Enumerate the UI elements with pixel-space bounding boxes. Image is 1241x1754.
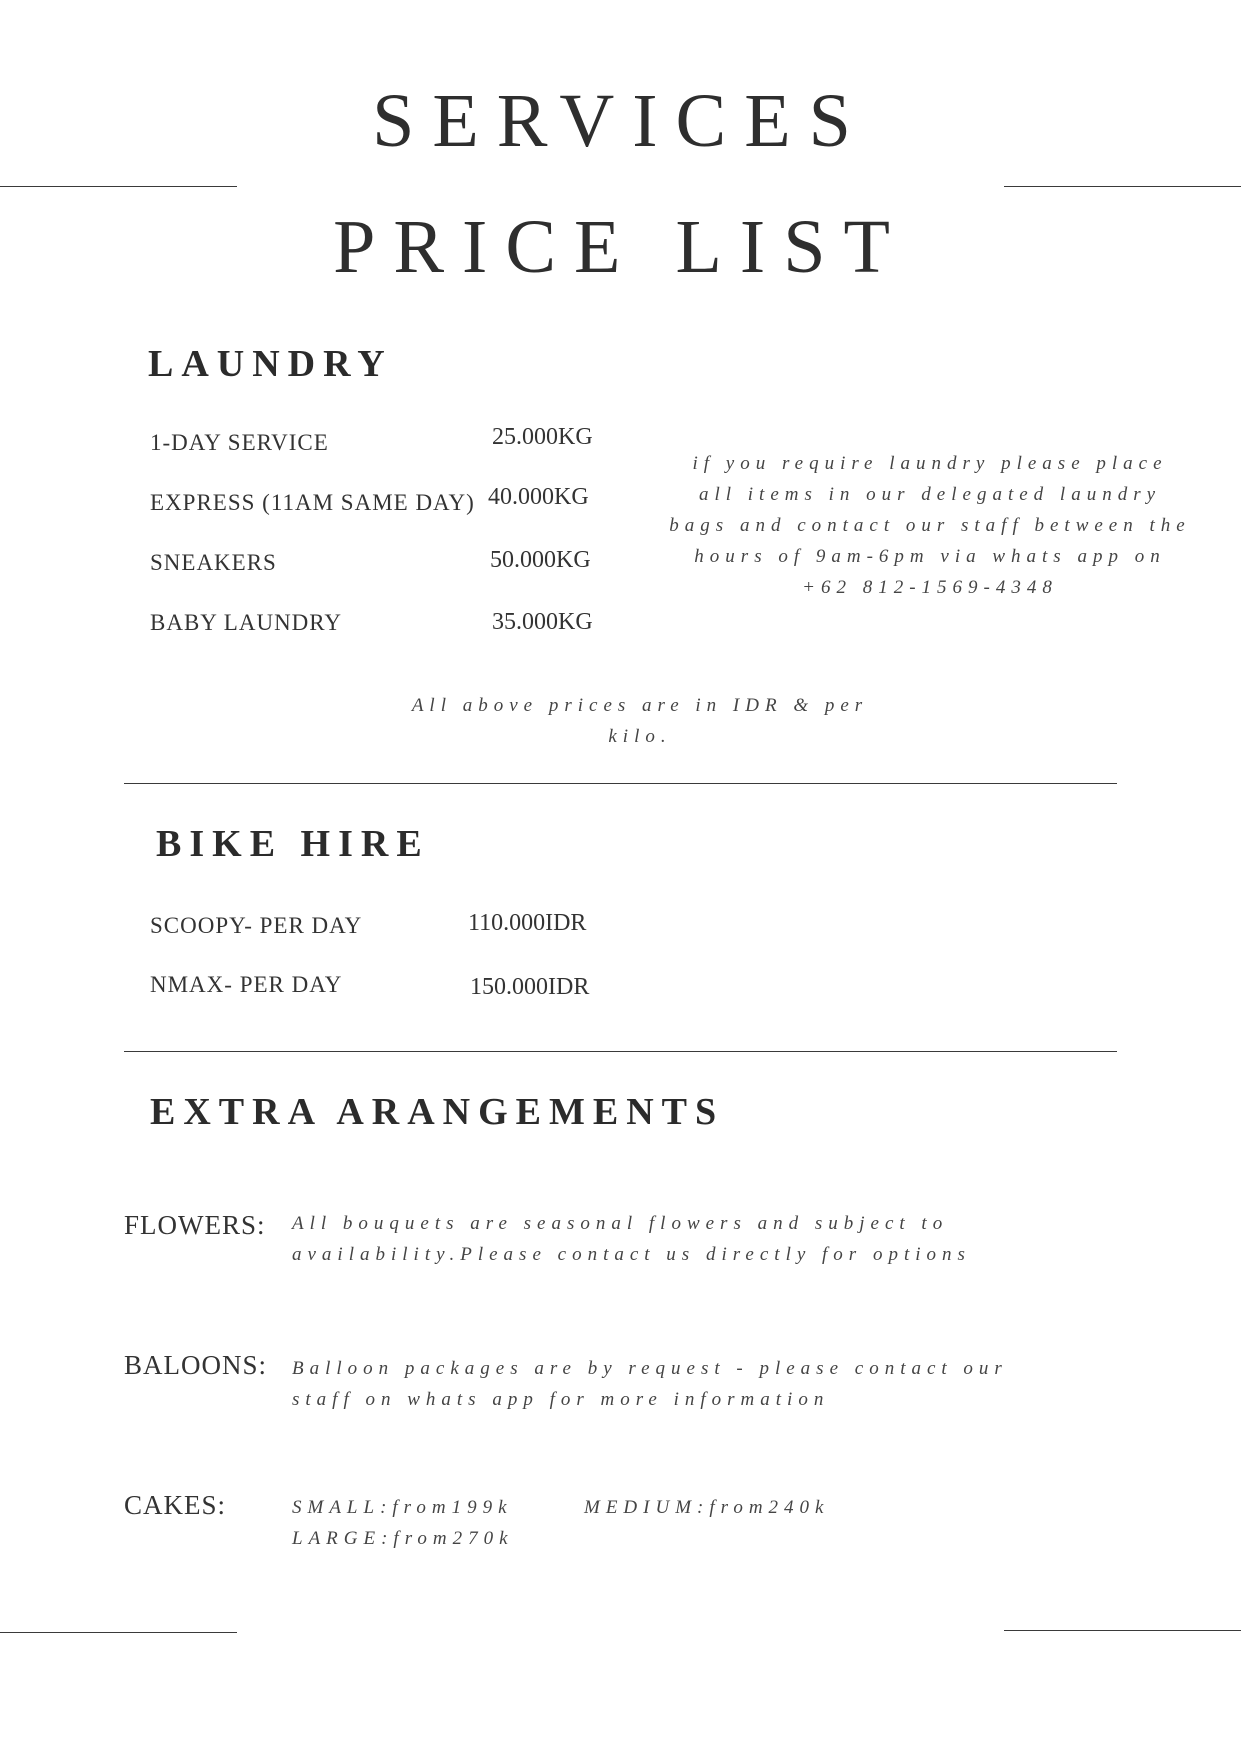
price-note-line: All above prices are in IDR & per (411, 695, 869, 716)
laundry-instructions-line: if you require laundry please place (692, 453, 1168, 474)
flowers-description (292, 1208, 971, 1270)
cake-small-price: SMALL:from199k (292, 1497, 513, 1518)
bottom-right-rule (1004, 1630, 1241, 1631)
balloons-label: BALOONS: (124, 1350, 268, 1380)
page-title-line1: SERVICES (372, 79, 869, 163)
laundry-instructions (640, 448, 1220, 603)
laundry-item-name: 1-DAY SERVICE (150, 430, 329, 455)
laundry-instructions-line: bags and contact our staff between the (669, 515, 1191, 536)
laundry-item-name: SNEAKERS (150, 550, 277, 575)
balloons-description-line: staff on whats app for more information (292, 1389, 830, 1410)
laundry-item-price: 25.000KG (492, 424, 593, 450)
bike-item-price: 150.000IDR (470, 974, 590, 1000)
bike-item-name: SCOOPY- PER DAY (150, 913, 363, 938)
cakes-label: CAKES: (124, 1490, 227, 1520)
bottom-left-rule (0, 1632, 237, 1633)
price-note-line: kilo. (608, 726, 672, 747)
cake-large-price: LARGE:from270k (292, 1528, 514, 1549)
flowers-description-line: All bouquets are seasonal flowers and subject to (292, 1213, 949, 1234)
laundry-price-note (310, 690, 970, 752)
laundry-heading: LAUNDRY (148, 343, 393, 385)
bike-item-price: 110.000IDR (468, 910, 587, 936)
laundry-instructions-line: +62 812-1569-4348 (802, 577, 1058, 598)
laundry-instructions-line: all items in our delegated laundry (698, 484, 1162, 505)
top-right-rule (1004, 186, 1241, 187)
flowers-description-line: availability.Please contact us directly for options (292, 1244, 971, 1265)
page-title-line2: PRICE LIST (333, 205, 908, 289)
bike-item-name: NMAX- PER DAY (150, 972, 343, 997)
section-divider (124, 783, 1117, 784)
cake-medium-price: MEDIUM:from240k (584, 1497, 830, 1518)
laundry-instructions-line: hours of 9am-6pm via whats app on (694, 546, 1166, 567)
laundry-item-price: 50.000KG (490, 547, 591, 573)
laundry-item-name: EXPRESS (11AM SAME DAY) (150, 490, 475, 515)
laundry-item-price: 35.000KG (492, 609, 593, 635)
laundry-item-name: BABY LAUNDRY (150, 610, 342, 635)
balloons-description (292, 1353, 1008, 1415)
bike-hire-heading: BIKE HIRE (156, 823, 430, 865)
laundry-item-price: 40.000KG (488, 484, 589, 510)
flowers-label: FLOWERS: (124, 1210, 266, 1240)
top-left-rule (0, 186, 237, 187)
balloons-description-line: Balloon packages are by request - please contact our (292, 1358, 1008, 1379)
section-divider (124, 1051, 1117, 1052)
extras-heading: EXTRA ARANGEMENTS (150, 1091, 725, 1133)
